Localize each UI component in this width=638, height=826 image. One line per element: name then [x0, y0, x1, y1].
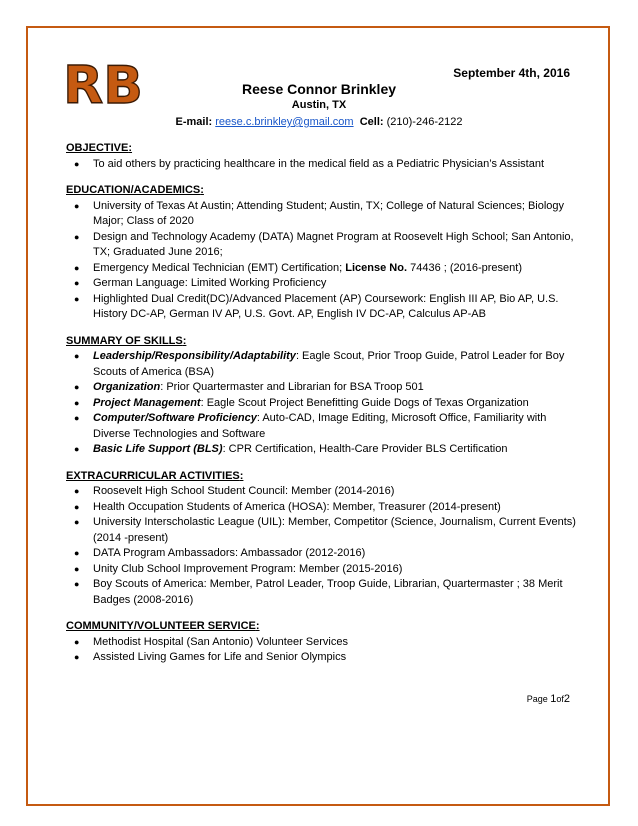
bullet-icon: ●: [74, 397, 80, 408]
list-item: ● German Language: Limited Working Proficiency: [66, 276, 576, 292]
bullet-icon: ●: [74, 231, 80, 242]
section-heading: SUMMARY OF SKILLS:: [66, 334, 187, 347]
cell-label: Cell:: [359, 116, 384, 128]
bullet-icon: ●: [74, 158, 80, 169]
bullet-icon: ●: [74, 486, 80, 496]
list-item: ● Design and Technology Academy (DATA) Magnet Program at Roosevelt High School; San Antonio, TX; Graduated June 2016;: [74, 230, 574, 258]
bullet-icon: ●: [74, 444, 80, 454]
resume-city: Austin, TX: [291, 99, 347, 111]
list-item: ● DATA Program Ambassadors: Ambassador (2012-2016): [66, 546, 576, 562]
email-link[interactable]: reese.c.brinkley@gmail.com: [215, 116, 354, 128]
bullet-icon: ●: [74, 636, 80, 647]
list-item: ● Health Occupation Students of America (HOSA): Member, Treasurer (2014-present): [66, 500, 576, 516]
contact-line: [0, 116, 638, 128]
bullet-icon: ●: [74, 501, 80, 512]
section-heading: COMMUNITY/VOLUNTEER SERVICE:: [66, 620, 260, 632]
cell-number: (210)-246-2122: [386, 116, 463, 128]
resume-body: [66, 141, 576, 666]
section-heading: EXTRACURRICULAR ACTIVITIES:: [66, 469, 244, 482]
education-list: [66, 199, 576, 323]
bullet-icon: ●: [74, 278, 80, 288]
community-list: [66, 635, 576, 666]
bullet-icon: ●: [74, 200, 80, 211]
list-item: ● Basic Life Support (BLS): CPR Certification, Health-Care Provider BLS Certification: [66, 442, 576, 458]
letter-date: September 4th, 2016: [453, 66, 570, 80]
bullet-icon: ●: [74, 652, 80, 662]
list-item: ● University of Texas At Austin; Attending Student; Austin, TX; College of Natural Sciences; Biology Major; Class of 2020: [74, 199, 565, 227]
bullet-icon: ●: [74, 579, 80, 589]
logo-text: RB: [63, 56, 143, 112]
bullet-icon: ●: [74, 293, 80, 304]
bullet-icon: ●: [74, 382, 80, 392]
list-item: ● To aid others by practicing healthcare in the medical field as a Pediatric Physician’s Assistant: [66, 157, 576, 173]
list-item: ● Emergency Medical Technician (EMT) Certification; License No. 74436 ; (2016-present): [66, 261, 576, 277]
email-label: E-mail:: [175, 116, 213, 128]
bullet-icon: ●: [74, 413, 80, 423]
extracurricular-list: [66, 484, 576, 608]
list-item: ● Roosevelt High School Student Council: Member (2014-2016): [66, 484, 576, 500]
list-item: ● Boy Scouts of America: Member, Patrol Leader, Troop Guide, Librarian, Quartermaster ; 38 Merit Badges (2008-2016): [74, 578, 563, 606]
objective-list: [66, 157, 576, 173]
list-item: ● Highlighted Dual Credit(DC)/Advanced Placement (AP) Coursework: English III AP, Bio AP, U.S. History DC-AP, German IV AP, U.S. Govt. AP, English IV DC-AP, Calculus AP-AB: [74, 292, 559, 320]
list-item: ● Leadership/Responsibility/Adaptability: Eagle Scout, Prior Troop Guide, Patrol Leader for Boy Scouts of America (BSA): [74, 350, 565, 378]
bullet-icon: ●: [74, 563, 80, 574]
bullet-icon: ●: [74, 517, 80, 527]
bullet-icon: ●: [74, 351, 80, 361]
bullet-icon: ●: [74, 548, 80, 558]
bullet-icon: ●: [74, 262, 80, 273]
list-item: ● University Interscholastic League (UIL): Member, Competitor (Science, Journalism, Current Events) (2014 -present): [74, 516, 576, 544]
list-item: ● Computer/Software Proficiency: Auto-CAD, Image Editing, Microsoft Office, Familiarity with Diverse Technologies and Software: [74, 412, 547, 440]
list-item: ● Project Management: Eagle Scout Project Benefitting Guide Dogs of Texas Organization: [66, 396, 576, 412]
list-item: ● Unity Club School Improvement Program: Member (2015-2016): [66, 562, 576, 578]
page-number: Page 1of2: [526, 693, 570, 705]
resume-name: Reese Connor Brinkley: [241, 81, 397, 97]
list-item: ● Organization: Prior Quartermaster and Librarian for BSA Troop 501: [66, 380, 576, 396]
list-item: ● Methodist Hospital (San Antonio) Volunteer Services: [66, 635, 576, 651]
section-heading: OBJECTIVE:: [66, 142, 133, 154]
list-item: ● Assisted Living Games for Life and Senior Olympics: [66, 650, 576, 666]
section-heading: EDUCATION/ACADEMICS:: [66, 184, 204, 196]
skills-list: [66, 349, 576, 458]
